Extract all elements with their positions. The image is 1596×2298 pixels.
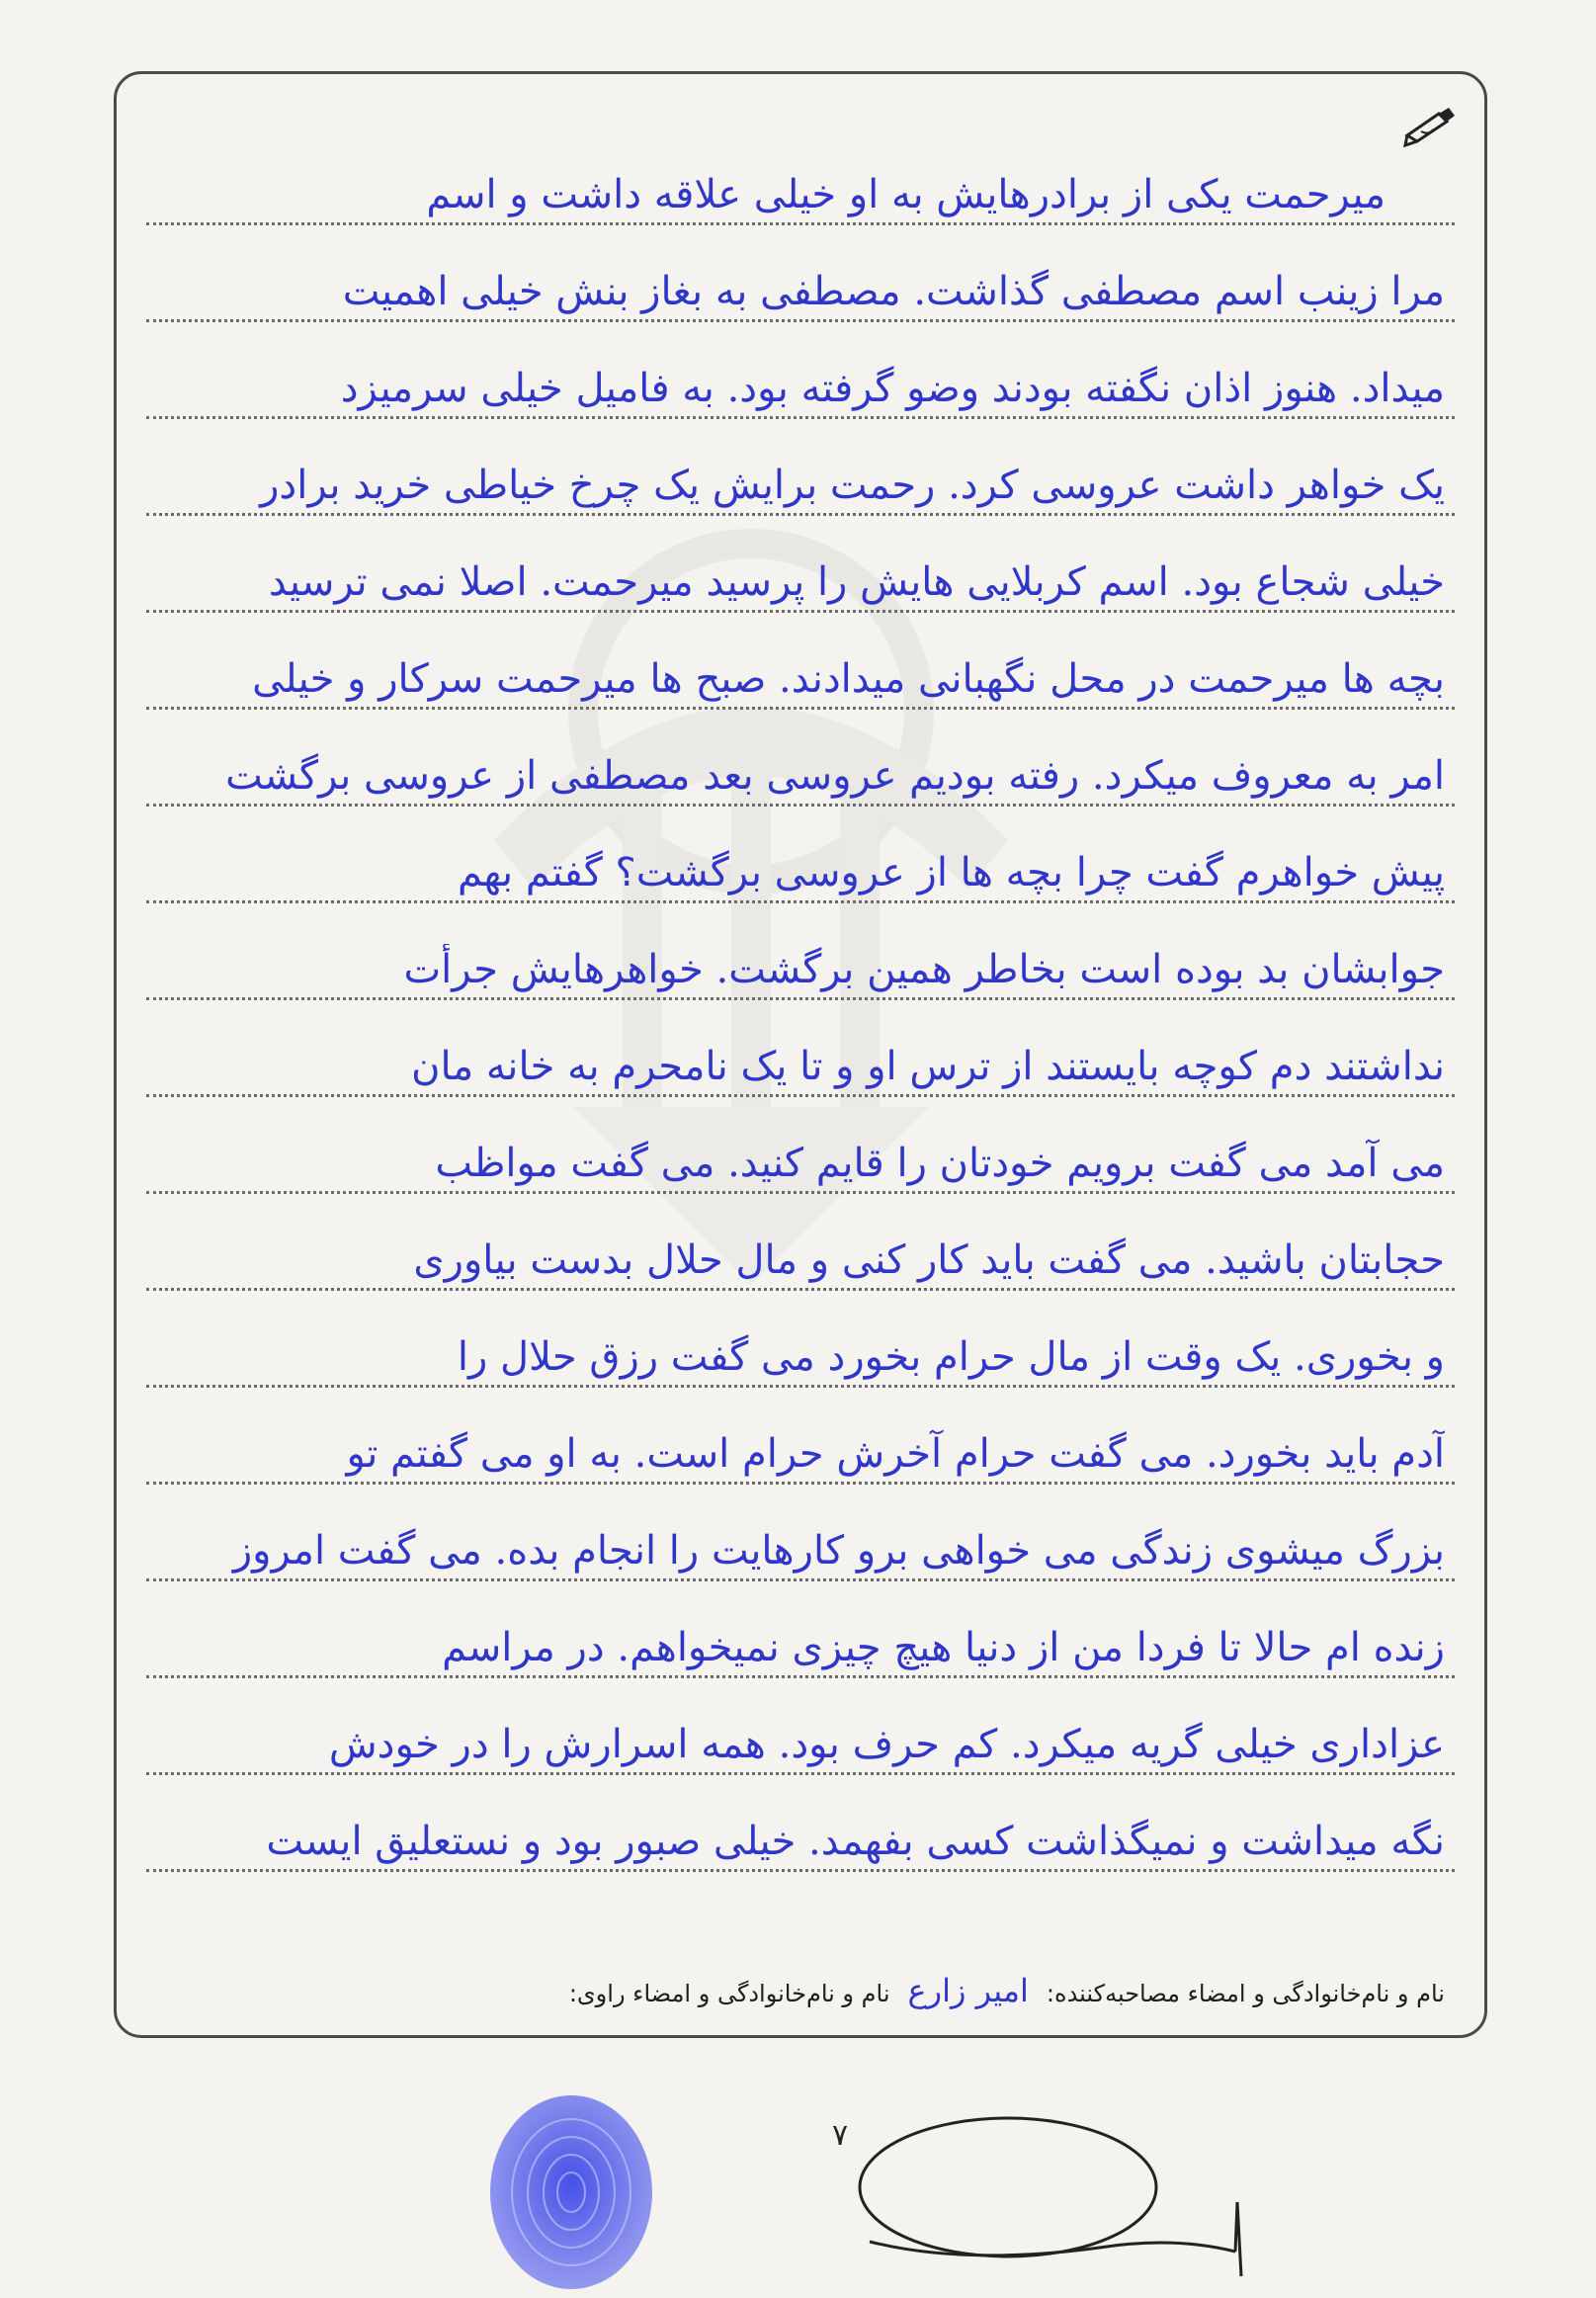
narrator-label: نام و نام‌خانوادگی و امضاء راوی:: [568, 1980, 890, 2007]
text-line-content: مرا زینب اسم مصطفی گذاشت. مصطفی به بغاز بنش خیلی اهمیت: [342, 269, 1445, 314]
text-line-content: آدم باید بخورد. می گفت حرام آخرش حرام است. به او می گفتم تو: [346, 1431, 1445, 1477]
text-line: [146, 419, 1455, 516]
text-line: [146, 1581, 1455, 1678]
text-line-content: نگه میداشت و نمیگذاشت کسی بفهمد. خیلی صبور بود و نستعلیق ایست: [266, 1819, 1445, 1864]
page-number: ۷: [832, 2118, 849, 2153]
text-line-content: و بخوری. یک وقت از مال حرام بخورد می گفت رزق حلال را: [457, 1334, 1445, 1380]
text-line: [146, 1775, 1455, 1872]
fingerprint-stamp: [482, 2093, 660, 2298]
text-line-content: یک خواهر داشت عروسی کرد. رحمت برایش یک چرخ خیاطی خرید برادر: [260, 463, 1445, 508]
text-line: [146, 807, 1455, 903]
text-line-content: بزرگ میشوی زندگی می خواهی برو کارهایت را انجام بده. می گفت امروز: [232, 1528, 1445, 1574]
text-line: [146, 1194, 1455, 1291]
text-line: [146, 1000, 1455, 1097]
interviewer-name: امیر زارع: [907, 1972, 1029, 2009]
text-line: [146, 1291, 1455, 1388]
text-line: [146, 1485, 1455, 1581]
text-line-content: امر به معروف میکرد. رفته بودیم عروسی بعد مصطفی از عروسی برگشت: [225, 753, 1445, 799]
handwritten-text-block: [146, 128, 1455, 1872]
text-line-content: میرحمت یکی از برادرهایش به او خیلی علاقه داشت و اسم: [426, 172, 1386, 217]
signature-footer: [146, 1972, 1445, 2009]
interviewer-label: نام و نام‌خانوادگی و امضاء مصاحبه‌کننده:: [1046, 1980, 1445, 2007]
text-line-content: خیلی شجاع بود. اسم کربلایی هایش را پرسید میرحمت. اصلا نمی ترسید: [268, 559, 1445, 605]
text-line: [146, 128, 1455, 225]
text-line: [146, 710, 1455, 807]
handwritten-signature: [850, 2093, 1285, 2298]
text-line: [146, 1388, 1455, 1485]
text-line: [146, 1678, 1455, 1775]
text-line-content: پیش خواهرم گفت چرا بچه ها از عروسی برگشت؟ گفتم بهم: [457, 850, 1445, 895]
text-line-content: بچه ها میرحمت در محل نگهبانی میدادند. صبح ها میرحمت سرکار و خیلی: [252, 656, 1445, 702]
text-line: [146, 225, 1455, 322]
text-line: [146, 1097, 1455, 1194]
text-line: [146, 516, 1455, 613]
text-line: [146, 613, 1455, 710]
text-line-content: میداد. هنوز اذان نگفته بودند وضو گرفته بود. به فامیل خیلی سرمیزد: [340, 366, 1445, 411]
text-line-content: زنده ام حالا تا فردا من از دنیا هیچ چیزی نمیخواهم. در مراسم: [442, 1625, 1445, 1670]
text-line: [146, 322, 1455, 419]
text-line-content: حجابتان باشید. می گفت باید کار کنی و مال حلال بدست بیاوری: [413, 1237, 1445, 1283]
text-line-content: نداشتند دم کوچه بایستند از ترس او و تا یک نامحرم به خانه مان: [411, 1044, 1445, 1089]
text-line-content: می آمد می گفت برویم خودتان را قایم کنید. می گفت مواظب: [435, 1141, 1445, 1186]
text-line: [146, 903, 1455, 1000]
text-line-content: عزاداری خیلی گریه میکرد. کم حرف بود. همه اسرارش را در خودش: [328, 1722, 1445, 1767]
text-line-content: جوابشان بد بوده است بخاطر همین برگشت. خواهرهایش جرأت: [403, 947, 1445, 992]
interview-sheet: [114, 71, 1487, 2038]
